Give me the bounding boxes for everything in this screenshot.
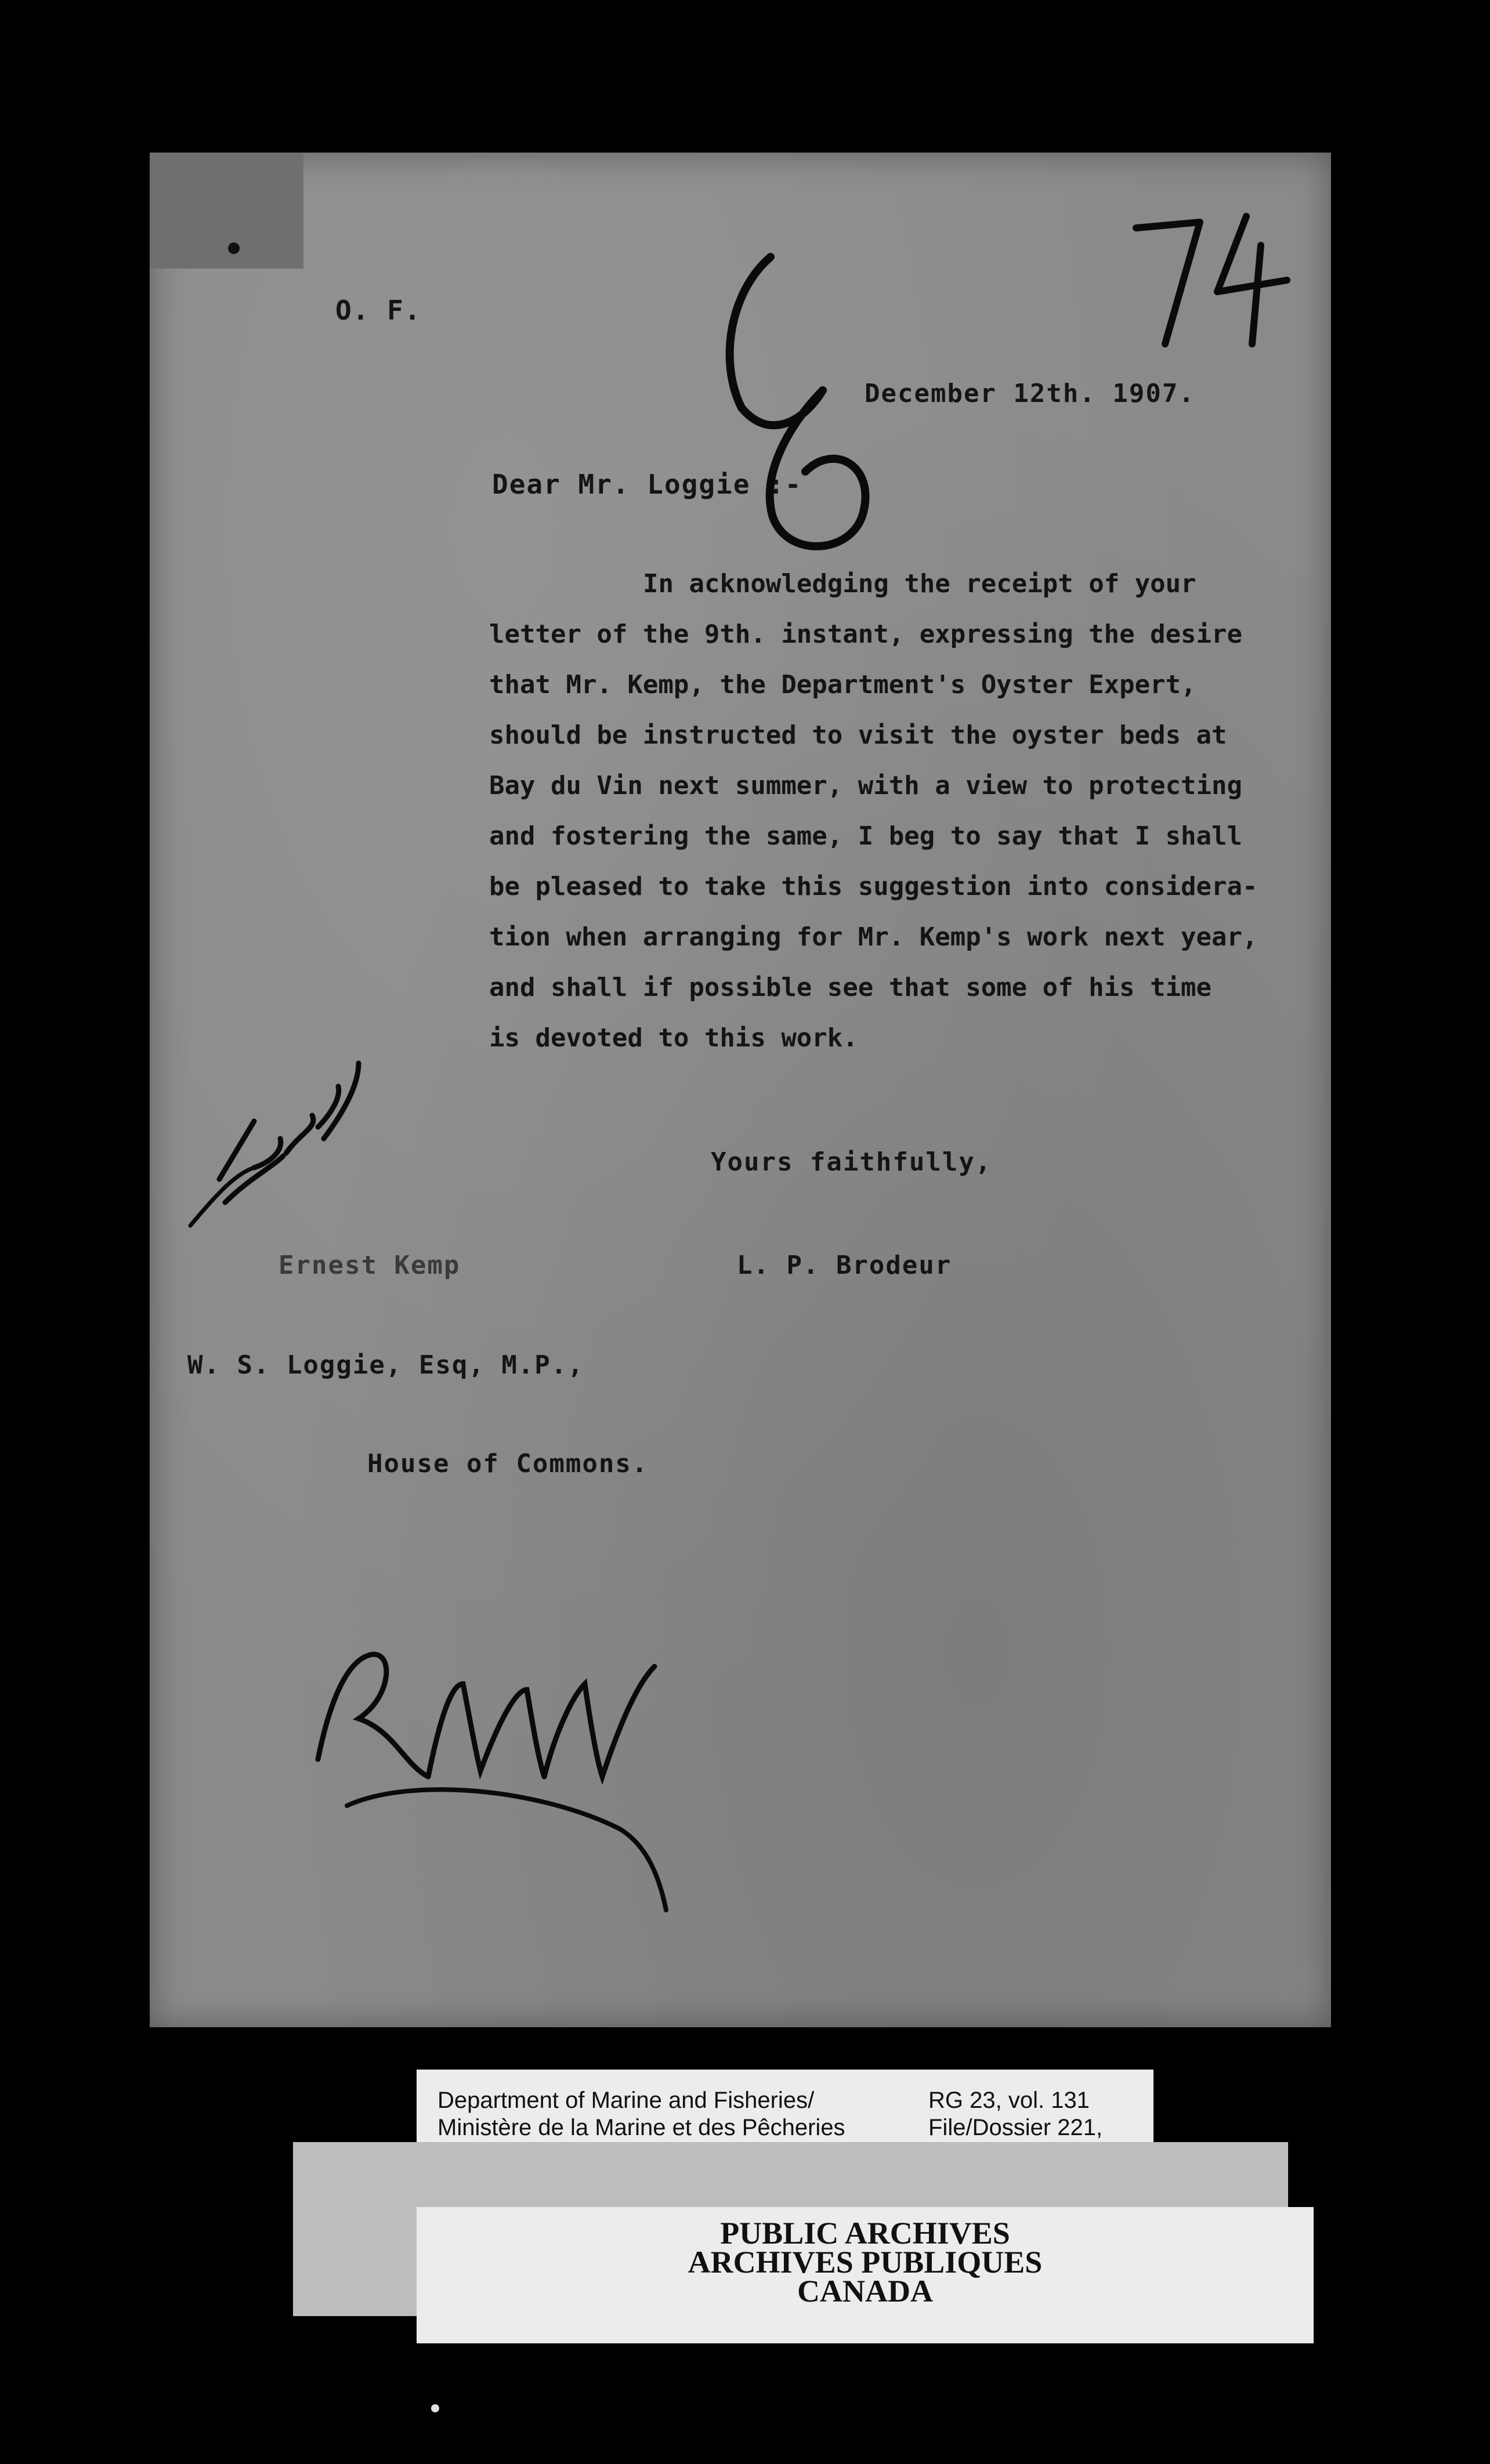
reference-record-group: RG 23, vol. 131 <box>928 2088 1090 2113</box>
letter-body <box>489 559 1330 1063</box>
recipient-address: House of Commons. <box>367 1449 649 1479</box>
archive-stamp-card <box>417 2207 1314 2343</box>
body-line: that Mr. Kemp, the Department's Oyster Expert, <box>489 670 1196 700</box>
department-french: Ministère de la Marine et des Pêcheries <box>437 2115 845 2140</box>
handwritten-margin-note <box>185 1052 382 1231</box>
handwritten-page-number <box>1113 205 1299 356</box>
body-line: is devoted to this work. <box>489 1023 858 1053</box>
file-code: O. F. <box>335 295 422 326</box>
body-line: and fostering the same, I beg to say that I shall <box>489 821 1243 851</box>
recipient-name: W. S. Loggie, Esq, M.P., <box>187 1350 584 1380</box>
letter-page <box>150 153 1331 2027</box>
body-line: should be instructed to visit the oyster beds at <box>489 720 1227 750</box>
body-line: be pleased to take this suggestion into considera- <box>489 872 1258 901</box>
handwritten-initial <box>689 245 898 570</box>
archive-stamp <box>417 2216 1314 2309</box>
speck <box>431 2404 439 2412</box>
archive-line-1: PUBLIC ARCHIVES <box>720 2216 1010 2251</box>
handwritten-signature <box>295 1632 771 1945</box>
body-line: In acknowledging the receipt of your <box>643 569 1196 599</box>
signatory: L. P. Brodeur <box>737 1251 952 1280</box>
reference-file: File/Dossier 221, <box>928 2115 1103 2140</box>
body-line: tion when arranging for Mr. Kemp's work next year, <box>489 922 1258 952</box>
letter-date: December 12th. 1907. <box>865 379 1195 408</box>
corner-punch-hole <box>228 242 240 254</box>
body-line: letter of the 9th. instant, expressing the desire <box>489 619 1243 649</box>
archive-line-2: ARCHIVES PUBLIQUES <box>688 2245 1043 2280</box>
corner-tab <box>150 153 303 269</box>
department-names <box>437 2087 845 2141</box>
cc-name: Ernest Kemp <box>279 1251 461 1280</box>
department-english: Department of Marine and Fisheries/ <box>437 2088 815 2113</box>
archive-line-3: CANADA <box>797 2274 933 2309</box>
body-line: Bay du Vin next summer, with a view to protecting <box>489 771 1243 800</box>
salutation: Dear Mr. Loggie :- <box>492 469 802 500</box>
closing: Yours faithfully, <box>711 1147 992 1177</box>
body-line: and shall if possible see that some of his time <box>489 973 1212 1002</box>
